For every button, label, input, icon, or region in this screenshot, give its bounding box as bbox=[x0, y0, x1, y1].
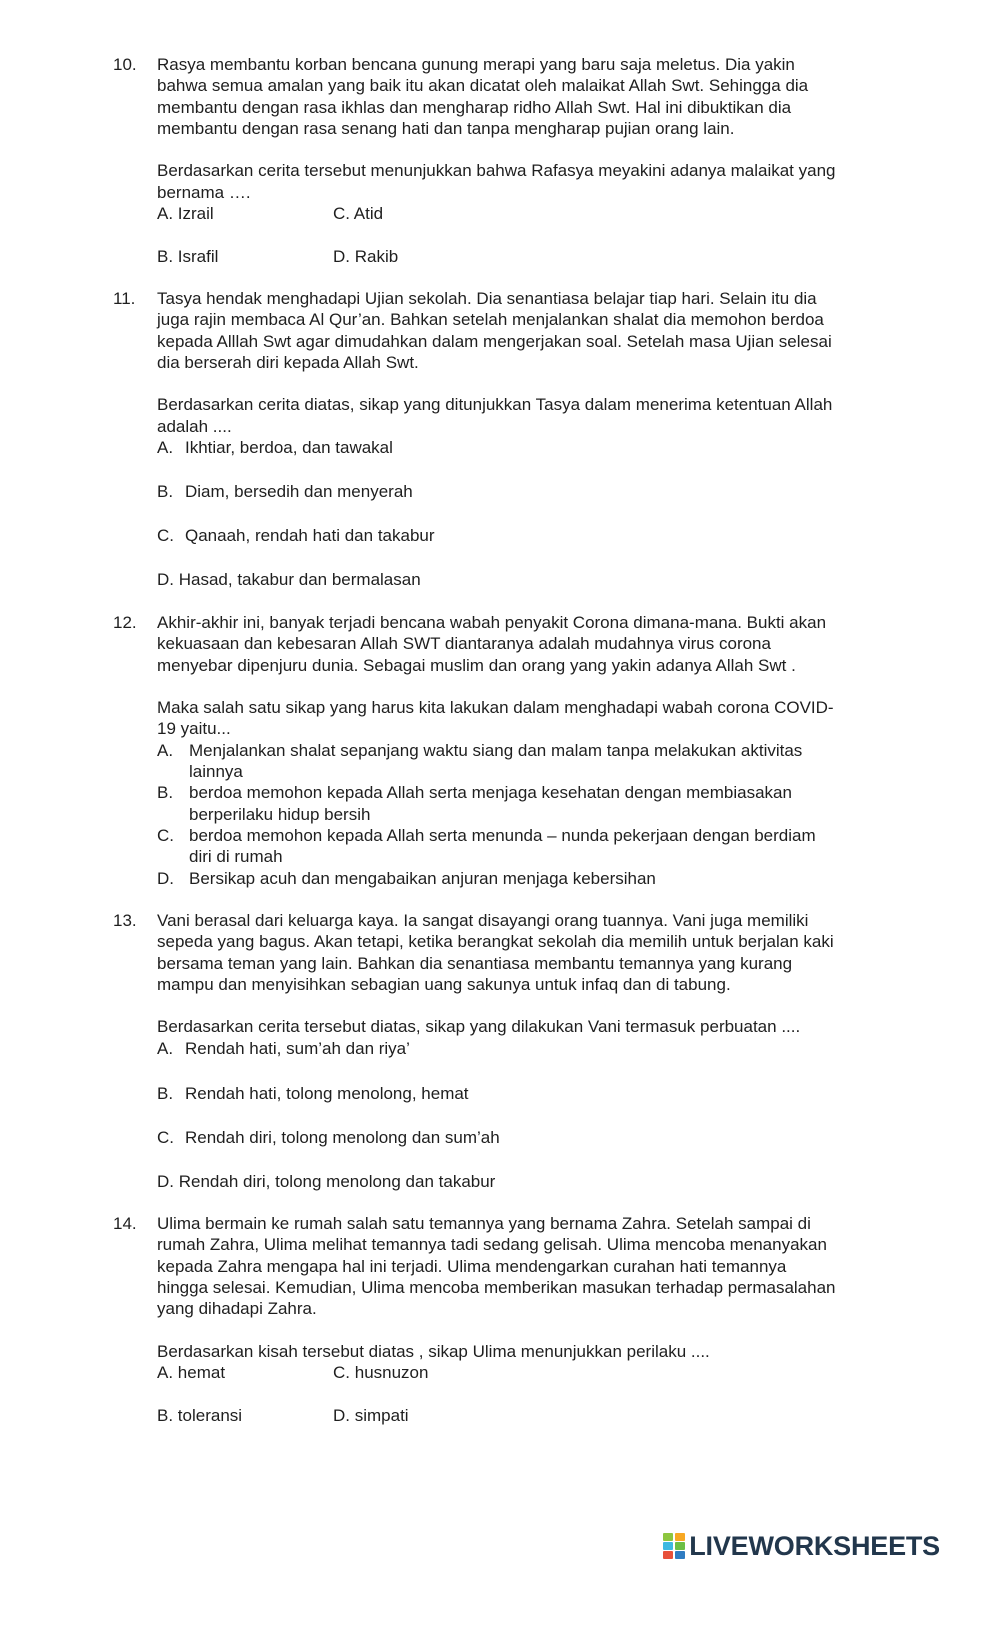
question-text-line: mampu dan menyisihkan sebagian uang sakunya untuk infaq dan di tabung. bbox=[157, 974, 731, 994]
question-text-line: dia berserah diri kepada Allah Swt. bbox=[157, 352, 419, 372]
question-text-line: kepada Alllah Swt agar dimudahkan dalam mengerjakan soal. Setelah masa Ujian selesai bbox=[157, 331, 832, 351]
question-number: 14. bbox=[113, 1214, 137, 1233]
liveworksheets-logo-icon bbox=[663, 1533, 685, 1559]
question-text-line: membantu dengan rasa ikhlas dan mengharap ridho Allah Swt. Hal ini dibuktikan dia bbox=[157, 97, 792, 117]
option-d bbox=[157, 868, 957, 889]
question-text-line: kekuasaan dan kebesaran Allah SWT diantaranya adalah mudahnya virus corona bbox=[157, 634, 771, 654]
question-text-line: sepeda yang bagus. Akan tetapi, ketika berangkat sekolah dia memilih untuk berjalan kaki bbox=[157, 932, 834, 952]
question-prompt-line: Maka salah satu sikap yang harus kita lakukan dalam menghadapi wabah corona COVID- bbox=[157, 698, 834, 718]
question-text-line: Akhir-akhir ini, banyak terjadi bencana wabah penyakit Corona dimana-mana. Bukti akan bbox=[157, 613, 827, 632]
option-label: B. bbox=[157, 1083, 174, 1103]
option-d bbox=[157, 1171, 957, 1192]
question-text-line: menyebar dipenjuru dunia. Sebagai muslim dan orang yang yakin adanya Allah Swt . bbox=[157, 655, 796, 675]
option-text-line: Menjalankan shalat sepanjang waktu siang dan malam tanpa melakukan aktivitas bbox=[189, 740, 803, 760]
option-b bbox=[157, 246, 333, 267]
options-row bbox=[157, 246, 957, 267]
question-number: 10. bbox=[113, 55, 137, 74]
option-text: Ikhtiar, berdoa, dan tawakal bbox=[185, 438, 393, 458]
option-text-line: berdoa memohon kepada Allah serta menjaga kesehatan dengan membiasakan bbox=[189, 783, 792, 803]
option-c bbox=[157, 1127, 957, 1148]
options-row bbox=[157, 203, 957, 224]
option-c bbox=[333, 1362, 509, 1383]
question-prompt-line: Berdasarkan cerita tersebut menunjukkan bahwa Rafasya meyakini adanya malaikat yang bbox=[157, 161, 836, 181]
question-prompt-line: adalah .... bbox=[157, 416, 232, 436]
question-prompt-line: 19 yaitu... bbox=[157, 719, 231, 739]
question-body bbox=[157, 54, 957, 267]
option-text: Atid bbox=[353, 204, 384, 224]
option-a bbox=[157, 203, 333, 224]
option-d bbox=[333, 246, 509, 267]
option-text-line: berdoa memohon kepada Allah serta menunda – nunda pekerjaan dengan berdiam bbox=[189, 825, 816, 845]
option-text-line: lainnya bbox=[189, 762, 243, 782]
option-text bbox=[189, 868, 957, 889]
option-text bbox=[189, 740, 957, 783]
option-text: simpati bbox=[354, 1405, 409, 1425]
option-text: Diam, bersedih dan menyerah bbox=[185, 482, 413, 502]
options-row bbox=[157, 1362, 957, 1383]
option-text-line: Bersikap acuh dan mengabaikan anjuran menjaga kebersihan bbox=[189, 868, 656, 888]
option-label: A. bbox=[157, 204, 174, 224]
option-text: Qanaah, rendah hati dan takabur bbox=[185, 526, 435, 546]
question-prompt-line: bernama …. bbox=[157, 182, 251, 202]
question-prompt-line: Berdasarkan cerita tersebut diatas, sikap yang dilakukan Vani termasuk perbuatan .... bbox=[157, 1017, 801, 1037]
question-body bbox=[157, 1213, 957, 1426]
option-text: Rendah hati, sum’ah dan riya’ bbox=[185, 1038, 410, 1058]
question-text-line: membantu dengan rasa senang hati dan tanpa mengharap pujian orang lain. bbox=[157, 118, 735, 138]
question-text-line: Vani berasal dari keluarga kaya. Ia sangat disayangi orang tuannya. Vani juga memiliki bbox=[157, 911, 809, 930]
question-text-line: bahwa semua amalan yang baik itu akan dicatat oleh malaikat Allah Swt. Sehingga dia bbox=[157, 76, 809, 96]
option-label: D. bbox=[157, 1172, 174, 1192]
option-a bbox=[157, 1038, 957, 1059]
logo-icon-tile bbox=[675, 1533, 685, 1541]
option-text: toleransi bbox=[177, 1405, 243, 1425]
question-text-line: Ulima bermain ke rumah salah satu temannya yang bernama Zahra. Setelah sampai di bbox=[157, 1214, 811, 1233]
question-text-line: juga rajin membaca Al Qur’an. Bahkan setelah menjalankan shalat dia memohon berdoa bbox=[157, 310, 824, 330]
option-d bbox=[333, 1405, 509, 1426]
question-number: 12. bbox=[113, 613, 137, 632]
option-text-line: diri di rumah bbox=[189, 847, 283, 867]
option-c bbox=[157, 525, 957, 546]
option-label: A. bbox=[157, 1363, 174, 1383]
option-label: D. bbox=[157, 570, 174, 590]
option-text: Rendah diri, tolong menolong dan sum’ah bbox=[185, 1128, 500, 1148]
option-label: C. bbox=[157, 1128, 174, 1148]
option-a bbox=[157, 437, 957, 458]
question-text-line: yang dihadapi Zahra. bbox=[157, 1299, 317, 1319]
option-d bbox=[157, 569, 957, 590]
option-label: C. bbox=[333, 1363, 350, 1383]
option-a bbox=[157, 1362, 333, 1383]
option-text: husnuzon bbox=[354, 1363, 429, 1383]
question-text-line: bersama teman yang lain. Bahkan dia senantiasa membantu temannya yang kurang bbox=[157, 953, 793, 973]
option-b bbox=[157, 782, 957, 825]
question-body bbox=[157, 288, 957, 590]
logo-icon-tile bbox=[663, 1551, 673, 1559]
option-text: Rendah diri, tolong menolong dan takabur bbox=[178, 1172, 496, 1192]
question-prompt-line: Berdasarkan kisah tersebut diatas , sikap Ulima menunjukkan perilaku .... bbox=[157, 1341, 710, 1361]
logo-icon-tile bbox=[663, 1533, 673, 1541]
question-body bbox=[157, 612, 957, 889]
liveworksheets-logo-text: LIVEWORKSHEETS bbox=[689, 1531, 940, 1561]
option-label: B. bbox=[157, 1405, 174, 1425]
option-label: B. bbox=[157, 482, 174, 502]
option-label: C. bbox=[157, 526, 174, 546]
option-label: C. bbox=[333, 204, 350, 224]
option-text: Israfil bbox=[177, 246, 219, 266]
question-number: 11. bbox=[113, 289, 136, 308]
option-c bbox=[333, 203, 509, 224]
option-b bbox=[157, 1405, 333, 1426]
option-a bbox=[157, 740, 957, 783]
option-label: C. bbox=[157, 825, 174, 845]
options-row bbox=[157, 1405, 957, 1426]
option-label: D. bbox=[333, 1405, 350, 1425]
question-text-line: Rasya membantu korban bencana gunung merapi yang baru saja meletus. Dia yakin bbox=[157, 55, 795, 74]
option-c bbox=[157, 825, 957, 868]
option-label: A. bbox=[157, 740, 174, 760]
option-label: D. bbox=[333, 246, 350, 266]
option-text: Hasad, takabur dan bermalasan bbox=[178, 570, 421, 590]
option-text bbox=[189, 782, 957, 825]
question-prompt-line: Berdasarkan cerita diatas, sikap yang ditunjukkan Tasya dalam menerima ketentuan Allah bbox=[157, 395, 833, 415]
option-text-line: berperilaku hidup bersih bbox=[189, 804, 371, 824]
option-b bbox=[157, 481, 957, 502]
question-text-line: kepada Zahra mengapa hal ini terjadi. Ulima mendengarkan curahan hati temannya bbox=[157, 1256, 787, 1276]
option-b bbox=[157, 1083, 957, 1104]
question-text-line: hingga selesai. Kemudian, Ulima mencoba memberikan masukan terhadap permasalahan bbox=[157, 1277, 836, 1297]
option-label: B. bbox=[157, 246, 174, 266]
logo-icon-tile bbox=[663, 1542, 673, 1550]
option-text: Rendah hati, tolong menolong, hemat bbox=[185, 1083, 469, 1103]
option-label: A. bbox=[157, 1038, 174, 1058]
question-number: 13. bbox=[113, 911, 137, 930]
logo-icon-tile bbox=[675, 1551, 685, 1559]
question-body bbox=[157, 910, 957, 1193]
logo-icon-tile bbox=[675, 1542, 685, 1550]
option-label: D. bbox=[157, 868, 174, 888]
option-text: Rakib bbox=[354, 246, 399, 266]
option-text bbox=[189, 825, 957, 868]
question-text-line: Tasya hendak menghadapi Ujian sekolah. Dia senantiasa belajar tiap hari. Selain itu dia bbox=[157, 289, 817, 308]
option-text: Izrail bbox=[177, 204, 214, 224]
option-text: hemat bbox=[177, 1363, 226, 1383]
option-label: B. bbox=[157, 783, 174, 803]
liveworksheets-logo[interactable] bbox=[663, 1531, 940, 1561]
question-text-line: rumah Zahra, Ulima melihat temannya tadi sedang gelisah. Ulima mencoba menanyakan bbox=[157, 1235, 827, 1255]
option-label: A. bbox=[157, 438, 174, 458]
